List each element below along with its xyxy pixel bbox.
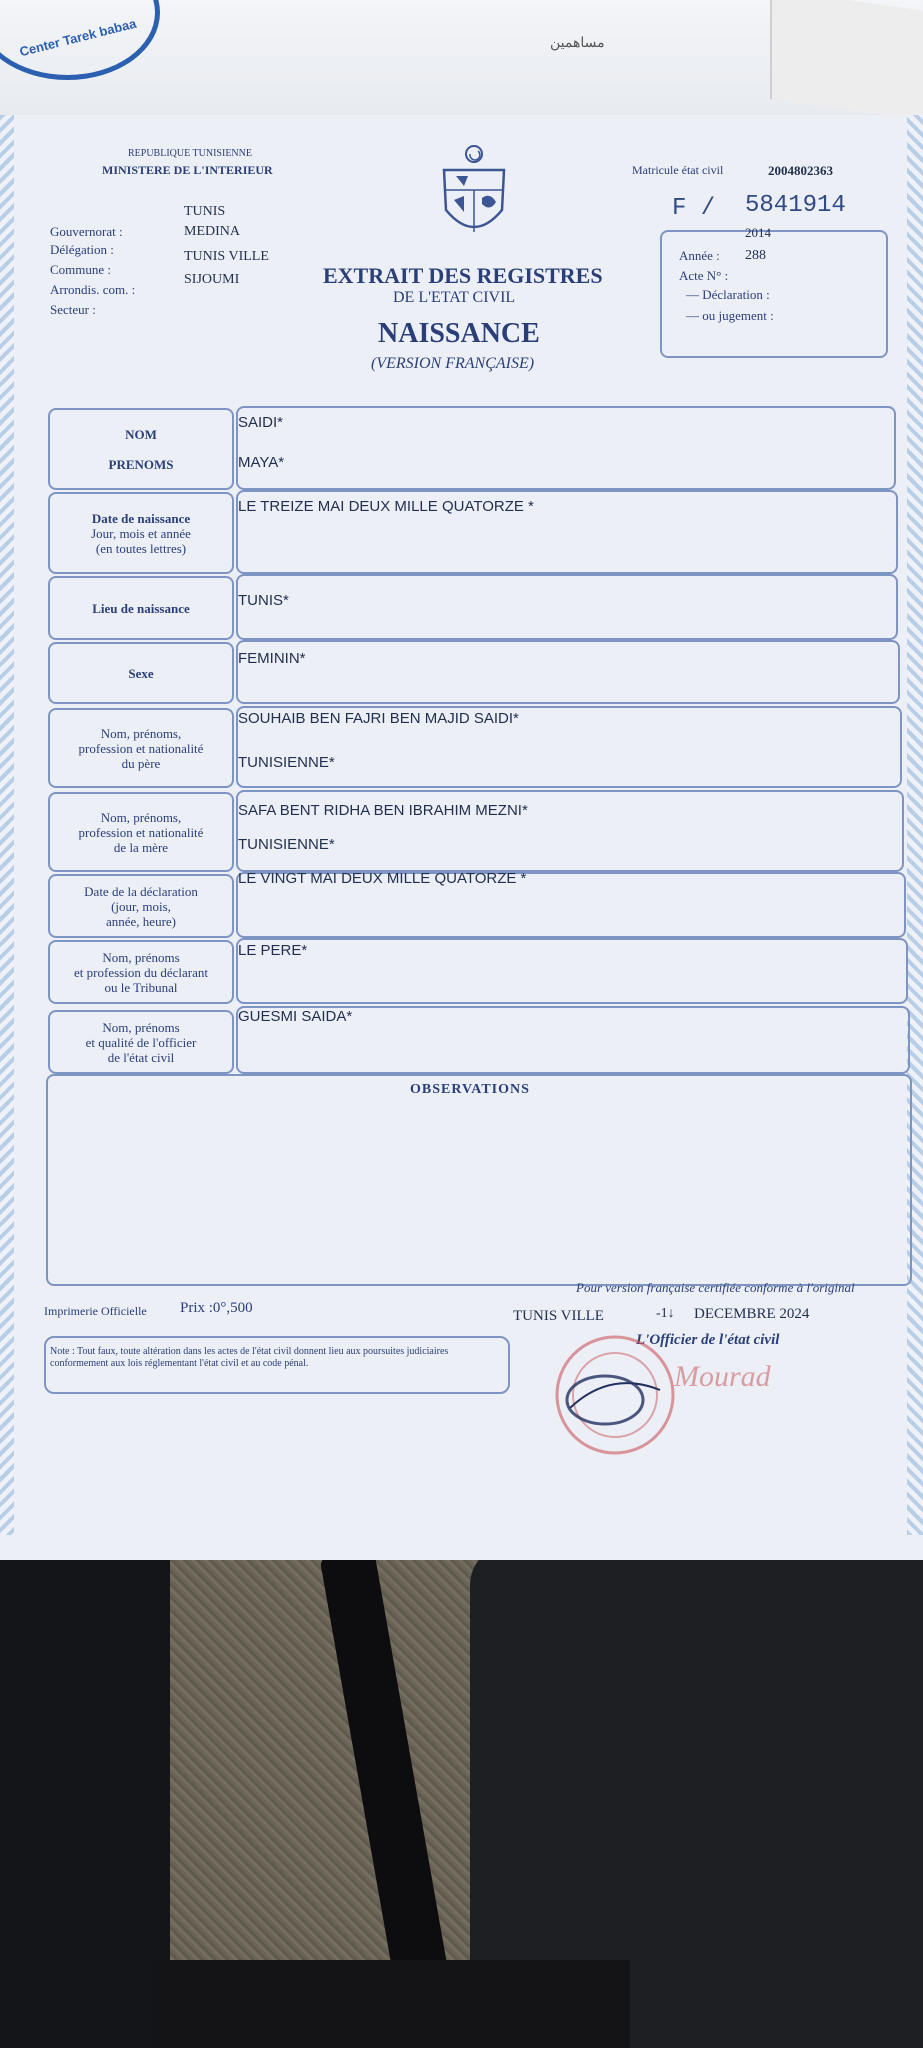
certifiee-conforme-label: Pour version française certifiée conforme à l'original [576,1280,855,1295]
lieu-label-box [48,576,234,640]
commune-value: TUNIS VILLE [184,249,269,264]
year-stamp: 2014 [745,225,771,240]
nom-prenoms-value-box [236,406,896,490]
sexe-label-box [48,642,234,704]
title-etat-civil: DE L'ETAT CIVIL [393,289,516,306]
date-naissance-value: LE TREIZE MAI DEUX MILLE QUATORZE * [238,498,534,515]
officier-label-box [48,1010,234,1074]
pere-label-2: profession et nationalité [78,740,204,756]
sexe-label: Sexe [128,665,154,681]
declaration-date-label-2: (jour, mois, [111,898,171,914]
issue-day: -1↓ [656,1306,675,1321]
declarant-label-box [48,940,234,1004]
matricule-value: 2004802363 [768,163,833,178]
mere-label-box [48,792,234,872]
declarant-label-3: ou le Tribunal [104,979,178,995]
pere-label-3: du père [121,755,161,771]
stamp-top-text: Center Tarek babaa [17,15,138,60]
commune-label: Commune : [50,262,112,277]
issue-place: TUNIS VILLE [513,1308,604,1324]
delegation-label: Délégation : [50,242,114,257]
signature-text: Mourad [674,1360,771,1393]
officier-label-3: de l'état civil [107,1049,175,1065]
arrondissement-label: Arrondis. com. : [50,282,136,297]
pere-label-1: Nom, prénoms, [100,725,182,741]
declaration-date-label-box [48,874,234,938]
secteur-label: Secteur : [50,302,96,317]
arrondissement-value: SIJOUMI [184,272,240,287]
delegation-value: MEDINA [184,224,240,239]
person-leg-left [0,1555,170,2048]
observations-box [46,1074,912,1286]
declarant-label-1: Nom, prénoms [102,949,180,965]
gouvernorat-label: Gouvernorat : [50,224,123,239]
declaration-date-label-1: Date de la déclaration [84,883,198,899]
date-naissance-label-2: Jour, mois et année [91,525,191,541]
prix-label: Prix :0°,500 [180,1300,253,1316]
annee-label: Année : [679,248,720,263]
official-stamp-icon [550,1330,680,1460]
mere-label-3: de la mère [113,839,169,855]
observations-label: OBSERVATIONS [410,1082,530,1097]
title-naissance: NAISSANCE [378,318,540,349]
tunisia-emblem-icon [436,140,512,250]
prenoms-value: MAYA* [238,454,285,471]
date-naissance-label-box [48,492,234,574]
floor-shadow [150,1960,630,2048]
nom-label: NOM [125,426,157,442]
officier-label-1: Nom, prénoms [102,1019,180,1035]
title-version: (VERSION FRANÇAISE) [371,355,535,372]
prenoms-label: PRENOMS [108,456,174,472]
legal-note: Note : Tout faux, toute altération dans les actes de l'état civil donnent lieu aux poursuites judiciaires conformement aux lois réglementant l'état civil et au code pénal. [50,1346,449,1369]
issue-month-year: DECEMBRE 2024 [694,1306,810,1322]
matricule-label: Matricule état civil [632,163,724,177]
gouvernorat-value: TUNIS [184,204,226,219]
officier-value: GUESMI SAIDA* [238,1008,353,1025]
sexe-value-box [236,640,900,704]
lieu-value-box [236,574,898,640]
date-naissance-label-1: Date de naissance [91,510,191,526]
annee-value: 288 [745,248,766,263]
date-naissance-label-3: (en toutes lettres) [95,540,187,556]
lieu-label: Lieu de naissance [92,600,190,616]
mere-value-nationality: TUNISIENNE* [238,836,335,853]
jugement-label: — ou jugement : [686,308,774,323]
declarant-value-box [236,938,908,1004]
mere-label-2: profession et nationalité [78,824,204,840]
declaration-date-value: LE VINGT MAI DEUX MILLE QUATORZE * [238,870,527,887]
officier-signature-label: L'Officier de l'état civil [636,1332,780,1348]
declarant-label-2: et profession du déclarant [74,964,208,980]
guilloche-border-right [907,115,923,1535]
declarant-value: LE PERE* [238,942,308,959]
imprimerie-label: Imprimerie Officielle [44,1304,147,1318]
pere-value-name: SOUHAIB BEN FAJRI BEN MAJID SAIDI* [238,710,519,727]
mere-value-name: SAFA BENT RIDHA BEN IBRAHIM MEZNI* [238,802,528,819]
serial-number: 5841914 [745,192,846,219]
pere-value-nationality: TUNISIENNE* [238,754,335,771]
guilloche-border-left [0,115,14,1535]
declaration-label: — Déclaration : [686,287,770,302]
republique-label: REPUBLIQUE TUNISIENNE [128,148,252,159]
officier-label-2: et qualité de l'officier [85,1034,197,1050]
mere-label-1: Nom, prénoms, [100,809,182,825]
sexe-value: FEMININ* [238,650,306,667]
declaration-date-label-3: année, heure) [105,913,176,929]
serial-prefix: F / [672,195,716,222]
nom-prenoms-label-box [48,408,234,490]
arabic-scrawl: مساهمين [550,36,605,51]
pere-label-box [48,708,234,788]
ministere-label: MINISTERE DE L'INTERIEUR [102,163,273,177]
acte-number-label: Acte N° : [679,268,729,283]
lieu-value: TUNIS* [238,592,289,609]
title-extrait: EXTRAIT DES REGISTRES [323,263,603,288]
nom-value: SAIDI* [238,414,284,431]
